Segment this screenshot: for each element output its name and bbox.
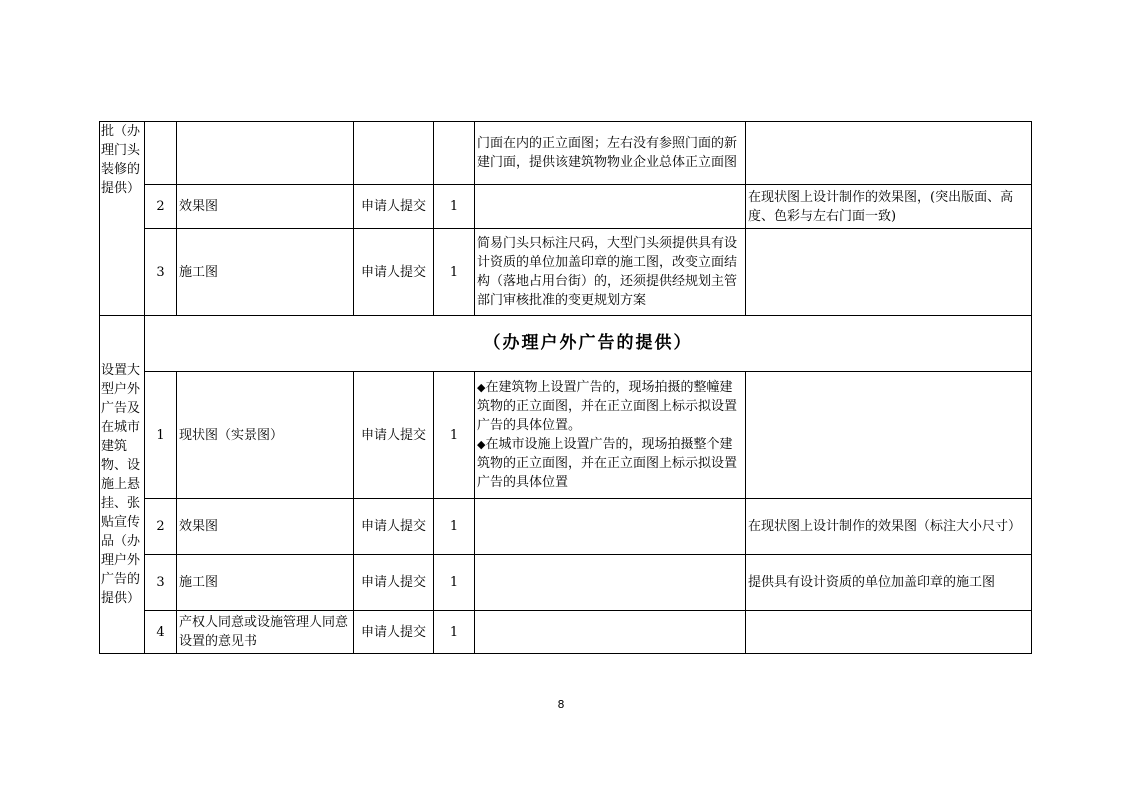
material-name: 施工图 <box>177 555 354 611</box>
material-count <box>434 122 475 185</box>
description-item <box>477 378 743 435</box>
material-description: 门面在内的正立面图；左右没有参照门面的新建门面，提供该建筑物物业企业总体正立面图 <box>475 122 746 185</box>
materials-table <box>99 121 1032 654</box>
material-description <box>475 499 746 555</box>
material-name: 效果图 <box>177 499 354 555</box>
material-description: 简易门头只标注尺码，大型门头须提供具有设计资质的单位加盖印章的施工图，改变立面结构（落地占用台街）的，还须提供经规划主管部门审核批准的变更规划方案 <box>475 229 746 316</box>
material-requirement: 申请人提交 <box>354 185 434 229</box>
material-count: 1 <box>434 499 475 555</box>
table-row <box>100 372 1032 499</box>
material-description <box>475 611 746 654</box>
row-number: 3 <box>145 229 177 316</box>
row-number: 2 <box>145 499 177 555</box>
table-row <box>100 185 1032 229</box>
material-count: 1 <box>434 372 475 499</box>
material-requirement: 申请人提交 <box>354 555 434 611</box>
section-title-cell: 批（办理门头装修的提供） <box>100 122 145 316</box>
table-row <box>100 555 1032 611</box>
material-requirement: 申请人提交 <box>354 499 434 555</box>
row-number: 1 <box>145 372 177 499</box>
material-description <box>475 185 746 229</box>
material-name: 效果图 <box>177 185 354 229</box>
material-requirement: 申请人提交 <box>354 611 434 654</box>
row-number <box>145 122 177 185</box>
table-row <box>100 122 1032 185</box>
material-count: 1 <box>434 611 475 654</box>
diamond-bullet-icon: ◆ <box>477 438 486 451</box>
material-count: 1 <box>434 229 475 316</box>
material-description <box>475 372 746 499</box>
description-item <box>477 435 743 492</box>
material-note: 在现状图上设计制作的效果图，(突出版面、高度、色彩与左右门面一致) <box>746 185 1032 229</box>
material-note: 提供具有设计资质的单位加盖印章的施工图 <box>746 555 1032 611</box>
table-row <box>100 499 1032 555</box>
description-text: 在城市设施上设置广告的，现场拍摄整个建筑物的正立面图，并在正立面图上标示拟设置广告的具体位置 <box>477 437 738 490</box>
table-row <box>100 229 1032 316</box>
material-note <box>746 372 1032 499</box>
material-requirement: 申请人提交 <box>354 229 434 316</box>
row-number: 2 <box>145 185 177 229</box>
section-heading: （办理户外广告的提供） <box>145 316 1032 372</box>
page-number: 8 <box>557 698 565 711</box>
table-row <box>100 611 1032 654</box>
material-name: 施工图 <box>177 229 354 316</box>
row-number: 3 <box>145 555 177 611</box>
row-number: 4 <box>145 611 177 654</box>
material-count: 1 <box>434 185 475 229</box>
material-requirement <box>354 122 434 185</box>
material-note: 在现状图上设计制作的效果图（标注大小尺寸） <box>746 499 1032 555</box>
material-name: 产权人同意或设施管理人同意设置的意见书 <box>177 611 354 654</box>
description-text: 在建筑物上设置广告的，现场拍摄的整幢建筑物的正立面图，并在正立面图上标示拟设置广告的具体位置。 <box>477 380 738 433</box>
material-description <box>475 555 746 611</box>
material-note <box>746 611 1032 654</box>
material-requirement: 申请人提交 <box>354 372 434 499</box>
material-note <box>746 229 1032 316</box>
material-name: 现状图（实景图） <box>177 372 354 499</box>
material-note <box>746 122 1032 185</box>
diamond-bullet-icon: ◆ <box>477 381 486 394</box>
material-name <box>177 122 354 185</box>
section-title-cell: 设置大型户外广告及在城市建筑物、设施上悬挂、张贴宣传品（办理户外广告的提供） <box>100 316 145 654</box>
material-count: 1 <box>434 555 475 611</box>
table-row <box>100 316 1032 372</box>
